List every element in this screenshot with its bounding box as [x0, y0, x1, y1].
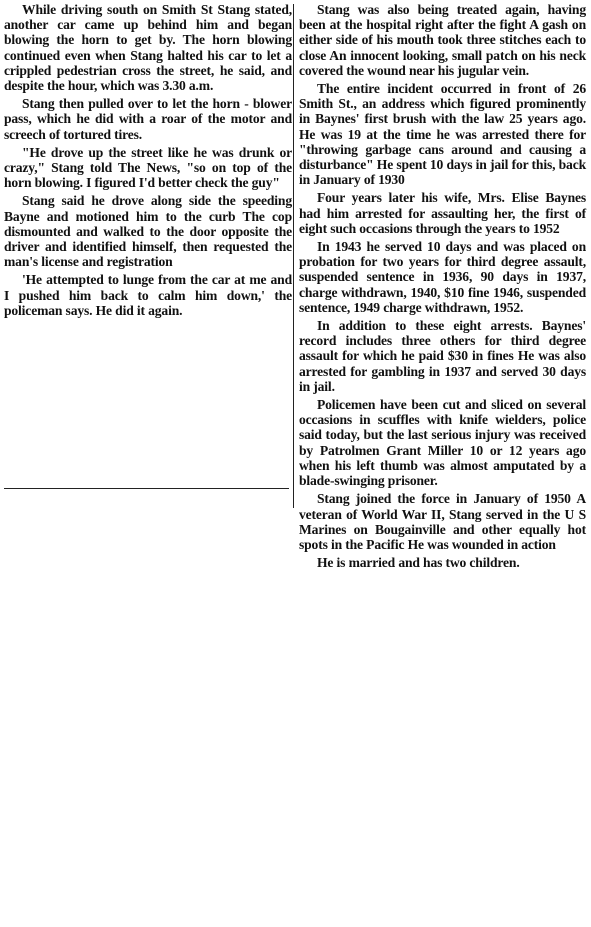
paragraph: 'He attempted to lunge from the car at me and I pushed him back to calm him down,' the policeman says. He did it again.: [4, 272, 292, 318]
paragraph: Policemen have been cut and sliced on several occasions in scuffles with knife wielders, police said today, but the last serious injury was received by Patrolmen Grant Miller 10 or 12 years ago when his left thumb was almost amputated by a blade-swinging prisoner.: [299, 397, 586, 489]
paragraph: Four years later his wife, Mrs. Elise Baynes had him arrested for assaulting her, the first of eight such occasions through the years to 1952: [299, 190, 586, 236]
paragraph: "He drove up the street like he was drunk or crazy," Stang told The News, "so on top of the horn blowing. I figured I'd better check the guy": [4, 144, 292, 191]
column-end-rule: [4, 488, 289, 489]
paragraph: Stang then pulled over to let the horn - blower pass, which he did with a roar of the motor and screech of tortured tires.: [4, 96, 292, 142]
paragraph: Stang joined the force in January of 1950 A veteran of World War II, Stang served in the U S Marines on Bougainville and other equally hot spots in the Pacific He was wounded in action: [299, 491, 586, 552]
right-column: [299, 2, 586, 573]
paragraph: Stang was also being treated again, having been at the hospital right after the fight A gash on either side of his mouth took three stitches each to close An innocent looking, small patch on his neck covered the wound near his jugular vein.: [299, 2, 586, 78]
column-divider: [293, 4, 294, 486]
paragraph: While driving south on Smith St Stang stated, another car came up behind him and began blowing the horn to get by. The horn blowing continued even when Stang halted his car to let a crippled pedestrian cross the street, he said, and despite the hour, which was 3.30 a.m.: [4, 2, 292, 94]
paragraph: He is married and has two children.: [317, 555, 520, 571]
paragraph: The entire incident occurred in front of 26 Smith St., an address which figured prominently in Baynes' first brush with the law 25 years ago. He was 19 at the time he was arrested there for "throwing garbage cans around and causing a disturbance" He spent 10 days in jail for this, back in January of 1930: [299, 81, 586, 188]
column-divider-tail: [293, 486, 294, 508]
paragraph: In addition to these eight arrests. Baynes' record includes three others for third degree assault for which he paid $30 in fines He was also arrested for gambling in 1937 and served 30 days in jail.: [299, 318, 586, 394]
left-column: [4, 2, 292, 321]
paragraph: In 1943 he served 10 days and was placed on probation for two years for third degree assault, suspended sentence in 1936, 90 days in 1937, charge withdrawn, 1940, $10 fine 1946, suspended sentence, 1949 charge withdrawn, 1952.: [299, 239, 586, 315]
paragraph: Stang said he drove along side the speeding Bayne and motioned him to the curb The cop dismounted and walked to the door opposite the driver and identified himself, then requested the man's license and registration: [4, 193, 292, 270]
